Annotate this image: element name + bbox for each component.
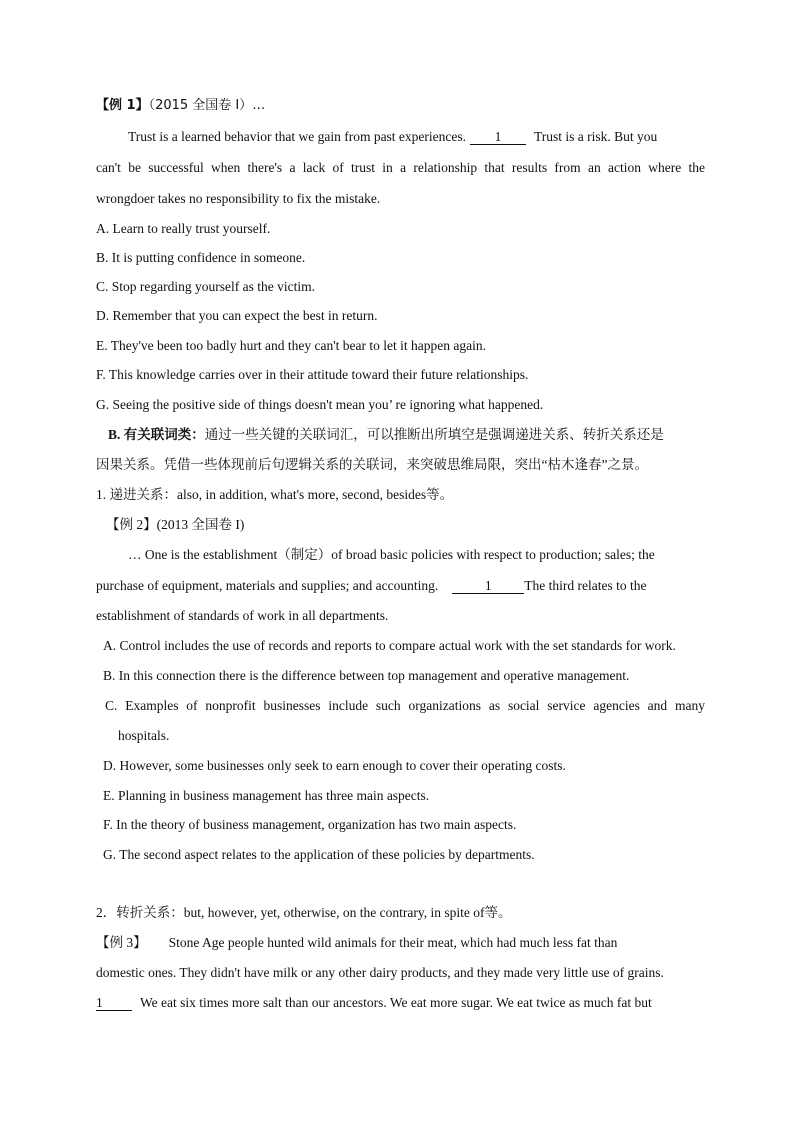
text-segment: Trust is a learned behavior that we gain from past experiences. xyxy=(128,129,467,144)
option-c-continued: hospitals. xyxy=(118,728,170,743)
option-a: A. Control includes the use of records and reports to compare actual work with the set standards for work. xyxy=(103,638,676,653)
option-g: G. The second aspect relates to the application of these policies by departments. xyxy=(103,847,535,862)
example1-paragraph-line2: can't be successful when there's a lack of trust in a relationship that results from an action where the xyxy=(96,160,705,175)
example2-label: 【例 2】 xyxy=(106,517,157,532)
option-e: E. Planning in business management has three main aspects. xyxy=(103,788,430,803)
text-segment: 等。 xyxy=(426,487,454,502)
option-b: B. In this connection there is the difference between top management and operative management. xyxy=(103,668,630,683)
connective-words: but, however, yet, otherwise, on the contrary, in spite of xyxy=(183,905,485,920)
blank-1: 1 xyxy=(470,129,526,145)
example1-label: 【例 1】 xyxy=(96,98,149,113)
text-segment: Trust is a risk. But you xyxy=(534,129,658,144)
option-f: F. This knowledge carries over in their attitude toward their future relationships. xyxy=(96,367,529,382)
example1-heading xyxy=(96,97,265,115)
option-d: D. However, some businesses only seek to earn enough to cover their operating costs. xyxy=(103,758,566,773)
example1-paragraph-line3: wrongdoer takes no responsibility to fix the mistake. xyxy=(96,191,381,206)
example1-source: （2015 全国卷 I）… xyxy=(148,98,266,113)
item-label: 递进关系： xyxy=(109,487,177,502)
example3-paragraph-line2: domestic ones. They didn't have milk or any other dairy products, and they made very little use of grains. xyxy=(96,965,664,980)
example2-paragraph-line2 xyxy=(96,577,647,595)
section-b-line2: 因果关系。凭借一些体现前后句逻辑关系的关联词，来突破思维局限，突出“枯木逢春”之景。 xyxy=(96,457,648,472)
section-b-line1 xyxy=(108,426,664,444)
option-b: B. It is putting confidence in someone. xyxy=(96,250,306,265)
item-number: 2． xyxy=(96,905,117,920)
text-segment: 等。 xyxy=(484,905,512,920)
example3-label: 【例 3】 xyxy=(96,935,147,950)
text-segment: Stone Age people hunted wild animals for their meat, which had much less fat than xyxy=(168,935,618,950)
option-d: D. Remember that you can expect the best in return. xyxy=(96,308,378,323)
text-segment: We eat six times more salt than our ancestors. We eat more sugar. We eat twice as much fat but xyxy=(140,995,652,1010)
item-label: 转折关系： xyxy=(116,905,184,920)
option-c: C. Examples of nonprofit businesses include such organizations as social service agencies and many xyxy=(105,698,705,713)
text-segment: 通过一些关键的关联词汇，可以推断出所填空是强调递进关系、转折关系还是 xyxy=(204,427,664,442)
option-e: E. They've been too badly hurt and they can't bear to let it happen again. xyxy=(96,338,486,353)
text-segment: purchase of equipment, materials and supplies; and accounting. xyxy=(96,578,439,593)
section-b-title: B. 有关联词类： xyxy=(108,427,205,442)
example2-source: (2013 全国卷 I) xyxy=(156,517,245,532)
option-g: G. Seeing the positive side of things doesn't mean you’ re ignoring what happened. xyxy=(96,397,544,412)
item1-progressive-relation xyxy=(96,486,453,504)
example3-paragraph-line3 xyxy=(96,994,652,1012)
example1-paragraph-line1 xyxy=(128,128,657,146)
option-c: C. Stop regarding yourself as the victim. xyxy=(96,279,315,294)
example2-heading xyxy=(106,516,244,534)
option-f: F. In the theory of business management, organization has two main aspects. xyxy=(103,817,517,832)
text-segment: The third relates to the xyxy=(524,578,647,593)
item2-adversative-relation xyxy=(96,904,512,922)
example2-paragraph-line3: establishment of standards of work in all departments. xyxy=(96,608,389,623)
option-a: A. Learn to really trust yourself. xyxy=(96,221,271,236)
item-number: 1. xyxy=(96,487,107,502)
blank-1: 1 xyxy=(96,995,132,1011)
example3-paragraph-line1 xyxy=(96,934,617,952)
blank-1: 1 xyxy=(452,578,524,594)
example2-paragraph-line1: … One is the establishment（制定）of broad basic policies with respect to production; sales; the xyxy=(128,547,655,562)
connective-words: also, in addition, what's more, second, besides xyxy=(177,487,427,502)
